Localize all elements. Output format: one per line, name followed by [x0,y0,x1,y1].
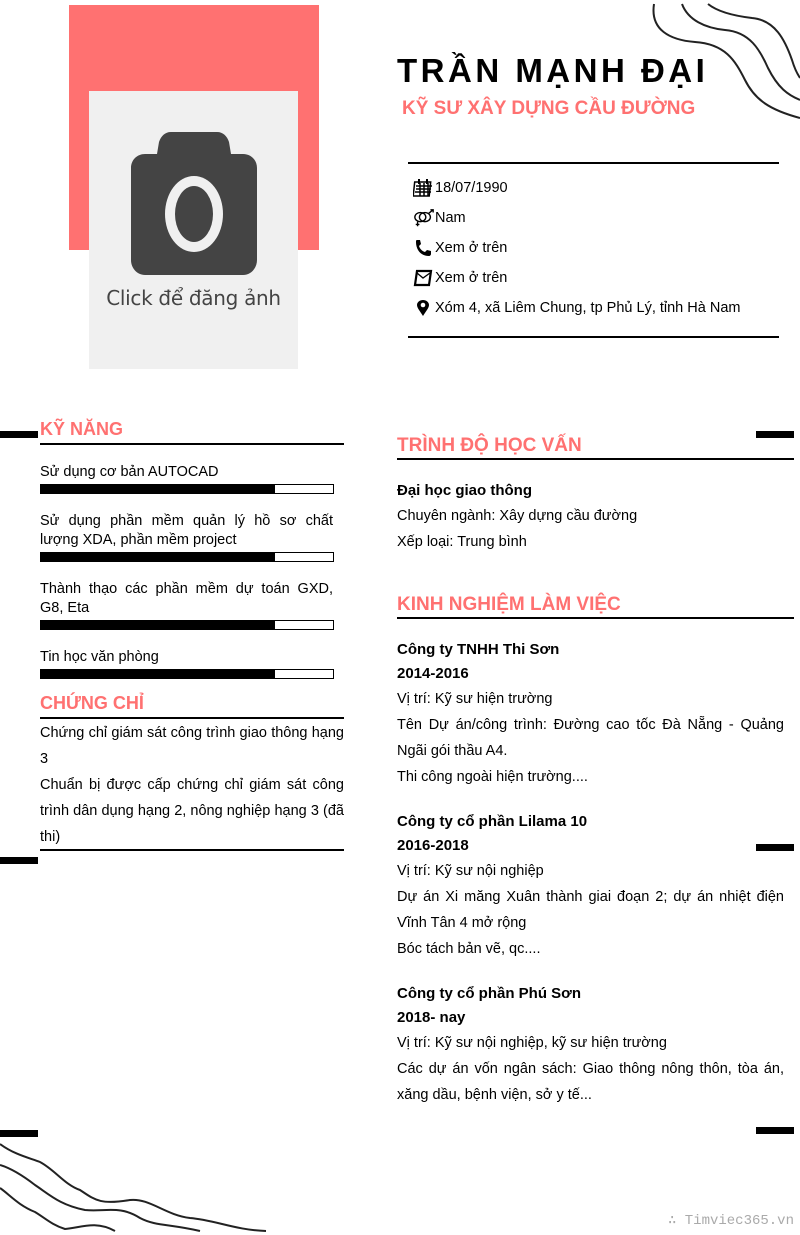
skill-item [40,580,334,630]
info-birthdate [413,176,508,200]
skill-level-bar [40,620,334,630]
company-name: Công ty cổ phần Phú Sơn [397,985,581,1002]
job-position: Vị trí: Kỹ sư nội nghiệp, kỹ sư hiện trường [397,1035,667,1051]
school-name: Đại học giao thông [397,482,532,499]
skill-label: Thành thạo các phần mềm dự toán GXD, G8, Eta [40,581,333,616]
divider [40,849,344,851]
skill-label: Sử dụng phần mềm quản lý hồ sơ chất lượng XDA, phần mềm project [40,513,333,548]
phone-icon [413,238,435,258]
gender-value: Nam [435,210,466,226]
education-title: TRÌNH ĐỘ HỌC VẤN [397,435,582,456]
camera-icon [131,132,257,276]
decorative-bar [0,1130,38,1137]
divider [397,617,794,619]
skill-level-bar [40,669,334,679]
photo-upload-label: Click để đăng ảnh [106,286,281,310]
certificate-list [40,720,344,850]
email-icon [413,268,435,288]
education-entry [397,479,784,555]
decorative-bar [756,431,794,438]
job-position: Vị trí: Kỹ sư nội nghiệp [397,863,544,879]
skill-level-bar [40,484,334,494]
job-position: Vị trí: Kỹ sư hiện trường [397,691,553,707]
address-value: Xóm 4, xã Liêm Chung, tp Phủ Lý, tỉnh Hà Nam [435,300,741,316]
info-address [413,296,740,320]
job-entry [397,638,784,790]
education-major: Chuyên ngành: Xây dựng cầu đường [397,508,638,524]
decorative-bar [0,857,38,864]
calendar-icon [413,178,435,198]
info-gender [413,206,466,230]
divider [40,443,344,445]
skill-item [40,512,334,562]
company-name: Công ty TNHH Thi Sơn [397,641,560,658]
wave-decoration-bottom [0,1140,270,1235]
job-entry [397,982,784,1108]
info-email [413,266,507,290]
email-value: Xem ở trên [435,270,508,286]
certificate-item: Chuẩn bị được cấp chứng chỉ giám sát công trình dân dụng hạng 2, nông nghiệp hạng 3 (đã thi) [40,777,344,845]
job-title: KỸ SƯ XÂY DỰNG CẦU ĐƯỜNG [402,98,696,119]
watermark: ∴ Timviec365.vn [667,1213,794,1229]
job-detail: Các dự án vốn ngân sách: Giao thông nông thôn, tòa án, xăng dầu, bệnh viện, sở y tế... [397,1061,784,1103]
experience-title: KINH NGHIỆM LÀM VIỆC [397,594,621,615]
certificate-item: Chứng chỉ giám sát công trình giao thông hạng 3 [40,725,344,767]
skill-label: Sử dụng cơ bản AUTOCAD [40,464,219,480]
skills-title: KỸ NĂNG [40,419,124,439]
job-period: 2016-2018 [397,837,469,854]
education-grade: Xếp loại: Trung bình [397,534,527,550]
job-entry [397,810,784,962]
location-icon [413,298,435,318]
decorative-bar [0,431,38,438]
candidate-name: TRẦN MẠNH ĐẠI [397,52,709,89]
job-detail: Tên Dự án/công trình: Đường cao tốc Đà Nẵng - Quảng Ngãi gói thầu A4. [397,717,784,759]
skill-label: Tin học văn phòng [40,649,159,665]
certificates-title: CHỨNG CHỈ [40,693,144,713]
job-detail: Bóc tách bản vẽ, qc.... [397,941,541,957]
photo-upload[interactable] [89,91,298,369]
personal-info [408,162,779,338]
phone-value: Xem ở trên [435,240,508,256]
skill-item [40,463,334,494]
company-name: Công ty cổ phần Lilama 10 [397,813,588,830]
decorative-bar [756,1127,794,1134]
job-detail: Dự án Xi măng Xuân thành giai đoạn 2; dự án nhiệt điện Vĩnh Tân 4 mở rộng [397,889,784,931]
skill-item [40,648,334,679]
divider [40,717,344,719]
divider [397,458,794,460]
job-period: 2018- nay [397,1009,466,1026]
job-detail: Thi công ngoài hiện trường.... [397,769,588,785]
skill-level-bar [40,552,334,562]
birthdate-value: 18/07/1990 [435,180,508,196]
job-period: 2014-2016 [397,665,469,682]
info-phone [413,236,507,260]
gender-icon [413,208,435,228]
